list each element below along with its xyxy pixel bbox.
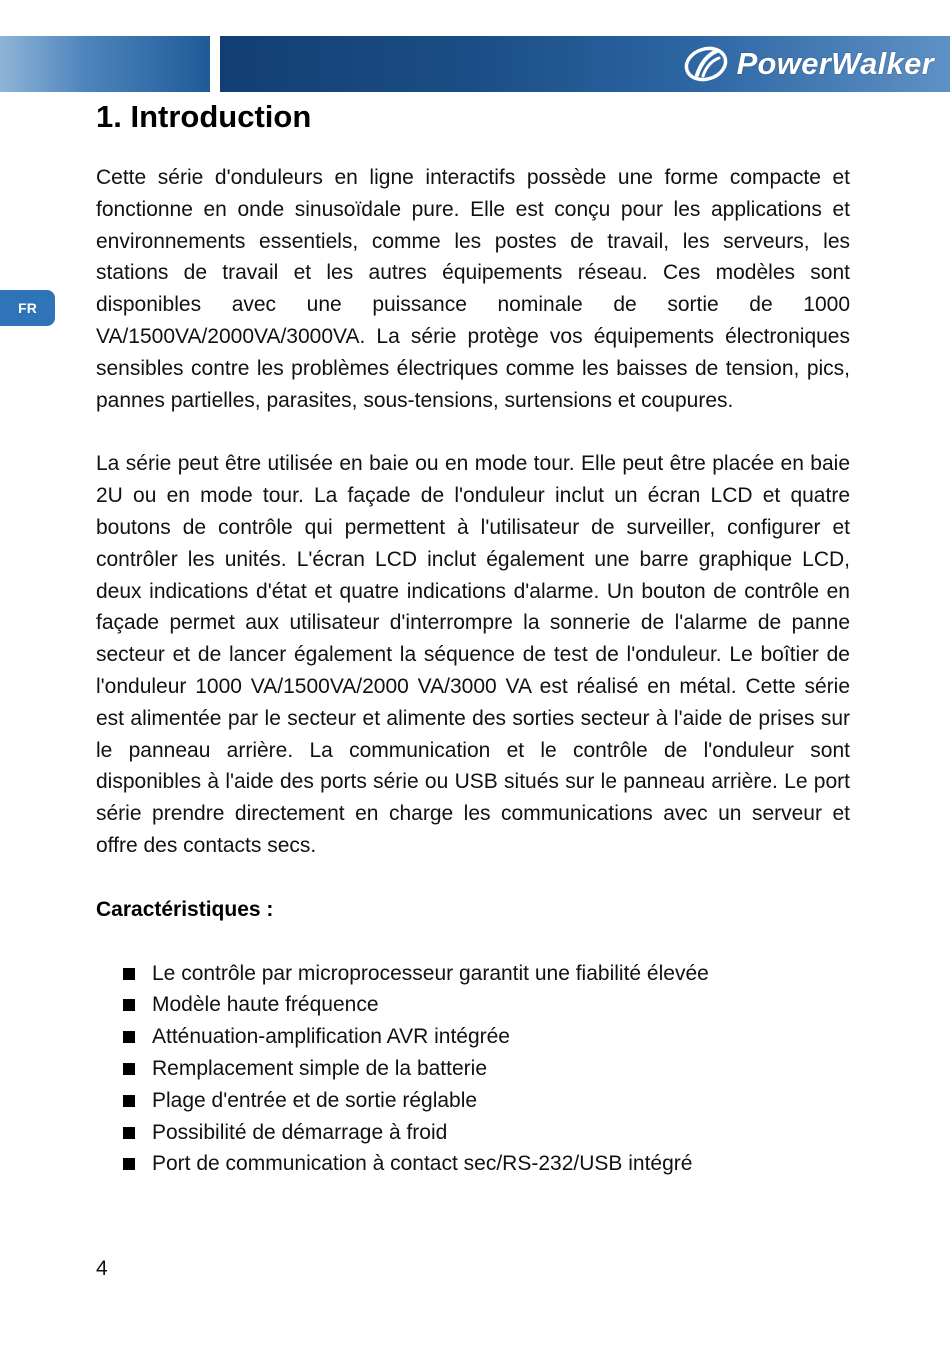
list-item [96,1148,850,1180]
header-band-right [220,36,950,92]
features-list [96,958,850,1181]
brand-name: PowerWalker [736,46,934,81]
square-bullet-icon [123,968,135,980]
square-bullet-icon [123,1127,135,1139]
list-item [96,1117,850,1149]
language-tab: FR [0,290,55,326]
square-bullet-icon [123,1158,135,1170]
intro-paragraph-2: La série peut être utilisée en baie ou en mode tour. Elle peut être placée en baie 2U ou en mode tour. La façade de l'onduleur inclut un écran LCD et quatre boutons de contrôle qui permettent à l'utilisateur de surveiller, configurer et contrôler les unités. L'écran LCD inclut également une barre graphique LCD, deux indications d'état et quatre indications d'alarme. Un bouton de contrôle en façade permet aux utilisateur d'interrompre la sonnerie de l'alarme de panne secteur et de lancer également la séquence de test de l'onduleur. Le boîtier de l'onduleur 1000 VA/1500VA/2000 VA/3000 VA est réalisé en métal. Cette série est alimentée par le secteur et alimente des sorties secteur à l'aide de prises sur le panneau arrière. La communication et le contrôle de l'onduleur sont disponibles à l'aide des ports série ou USB situés sur le panneau arrière. Le port série prendre directement en charge les communications avec un serveur et offre des contacts secs. [96,452,850,857]
square-bullet-icon [123,1095,135,1107]
feature-text: Possibilité de démarrage à froid [152,1120,448,1144]
feature-text: Port de communication à contact sec/RS-232/USB intégré [152,1152,693,1176]
feature-text: Atténuation-amplification AVR intégrée [152,1025,510,1049]
header-band-left [0,36,210,92]
feature-text: Modèle haute fréquence [152,993,379,1017]
intro-paragraph-1: Cette série d'onduleurs en ligne interactifs possède une forme compacte et fonctionne en onde sinusoïdale pure. Elle est conçu pour les applications et environnements essentiels, comme les postes de travail, les serveurs, les stations de travail et les autres équipements réseau. Ces modèles sont disponibles avec une puissance nominale de sortie de 1000 VA/1500VA/2000VA/3000VA. La série protège vos équipements électroniques sensibles contre les problèmes électriques comme les baisses de tension, pics, pannes partielles, parasites, sous-tensions, surtensions et coupures. [96,166,850,412]
list-item [96,989,850,1021]
list-item [96,1053,850,1085]
square-bullet-icon [123,1063,135,1075]
list-item [96,1085,850,1117]
feature-text: Le contrôle par microprocesseur garantit une fiabilité élevée [152,961,709,985]
powerwalker-swoosh-logo-icon [683,45,729,83]
features-heading: Caractéristiques : [96,897,274,921]
list-item [96,1021,850,1053]
square-bullet-icon [123,1031,135,1043]
feature-text: Remplacement simple de la batterie [152,1056,487,1080]
square-bullet-icon [123,999,135,1011]
header-band [0,36,950,92]
list-item [96,958,850,990]
brand-logo [683,44,934,84]
feature-text: Plage d'entrée et de sortie réglable [152,1088,478,1112]
page-number: 4 [96,1257,108,1280]
section-title: 1. Introduction [96,99,312,134]
page-content [96,98,850,1180]
